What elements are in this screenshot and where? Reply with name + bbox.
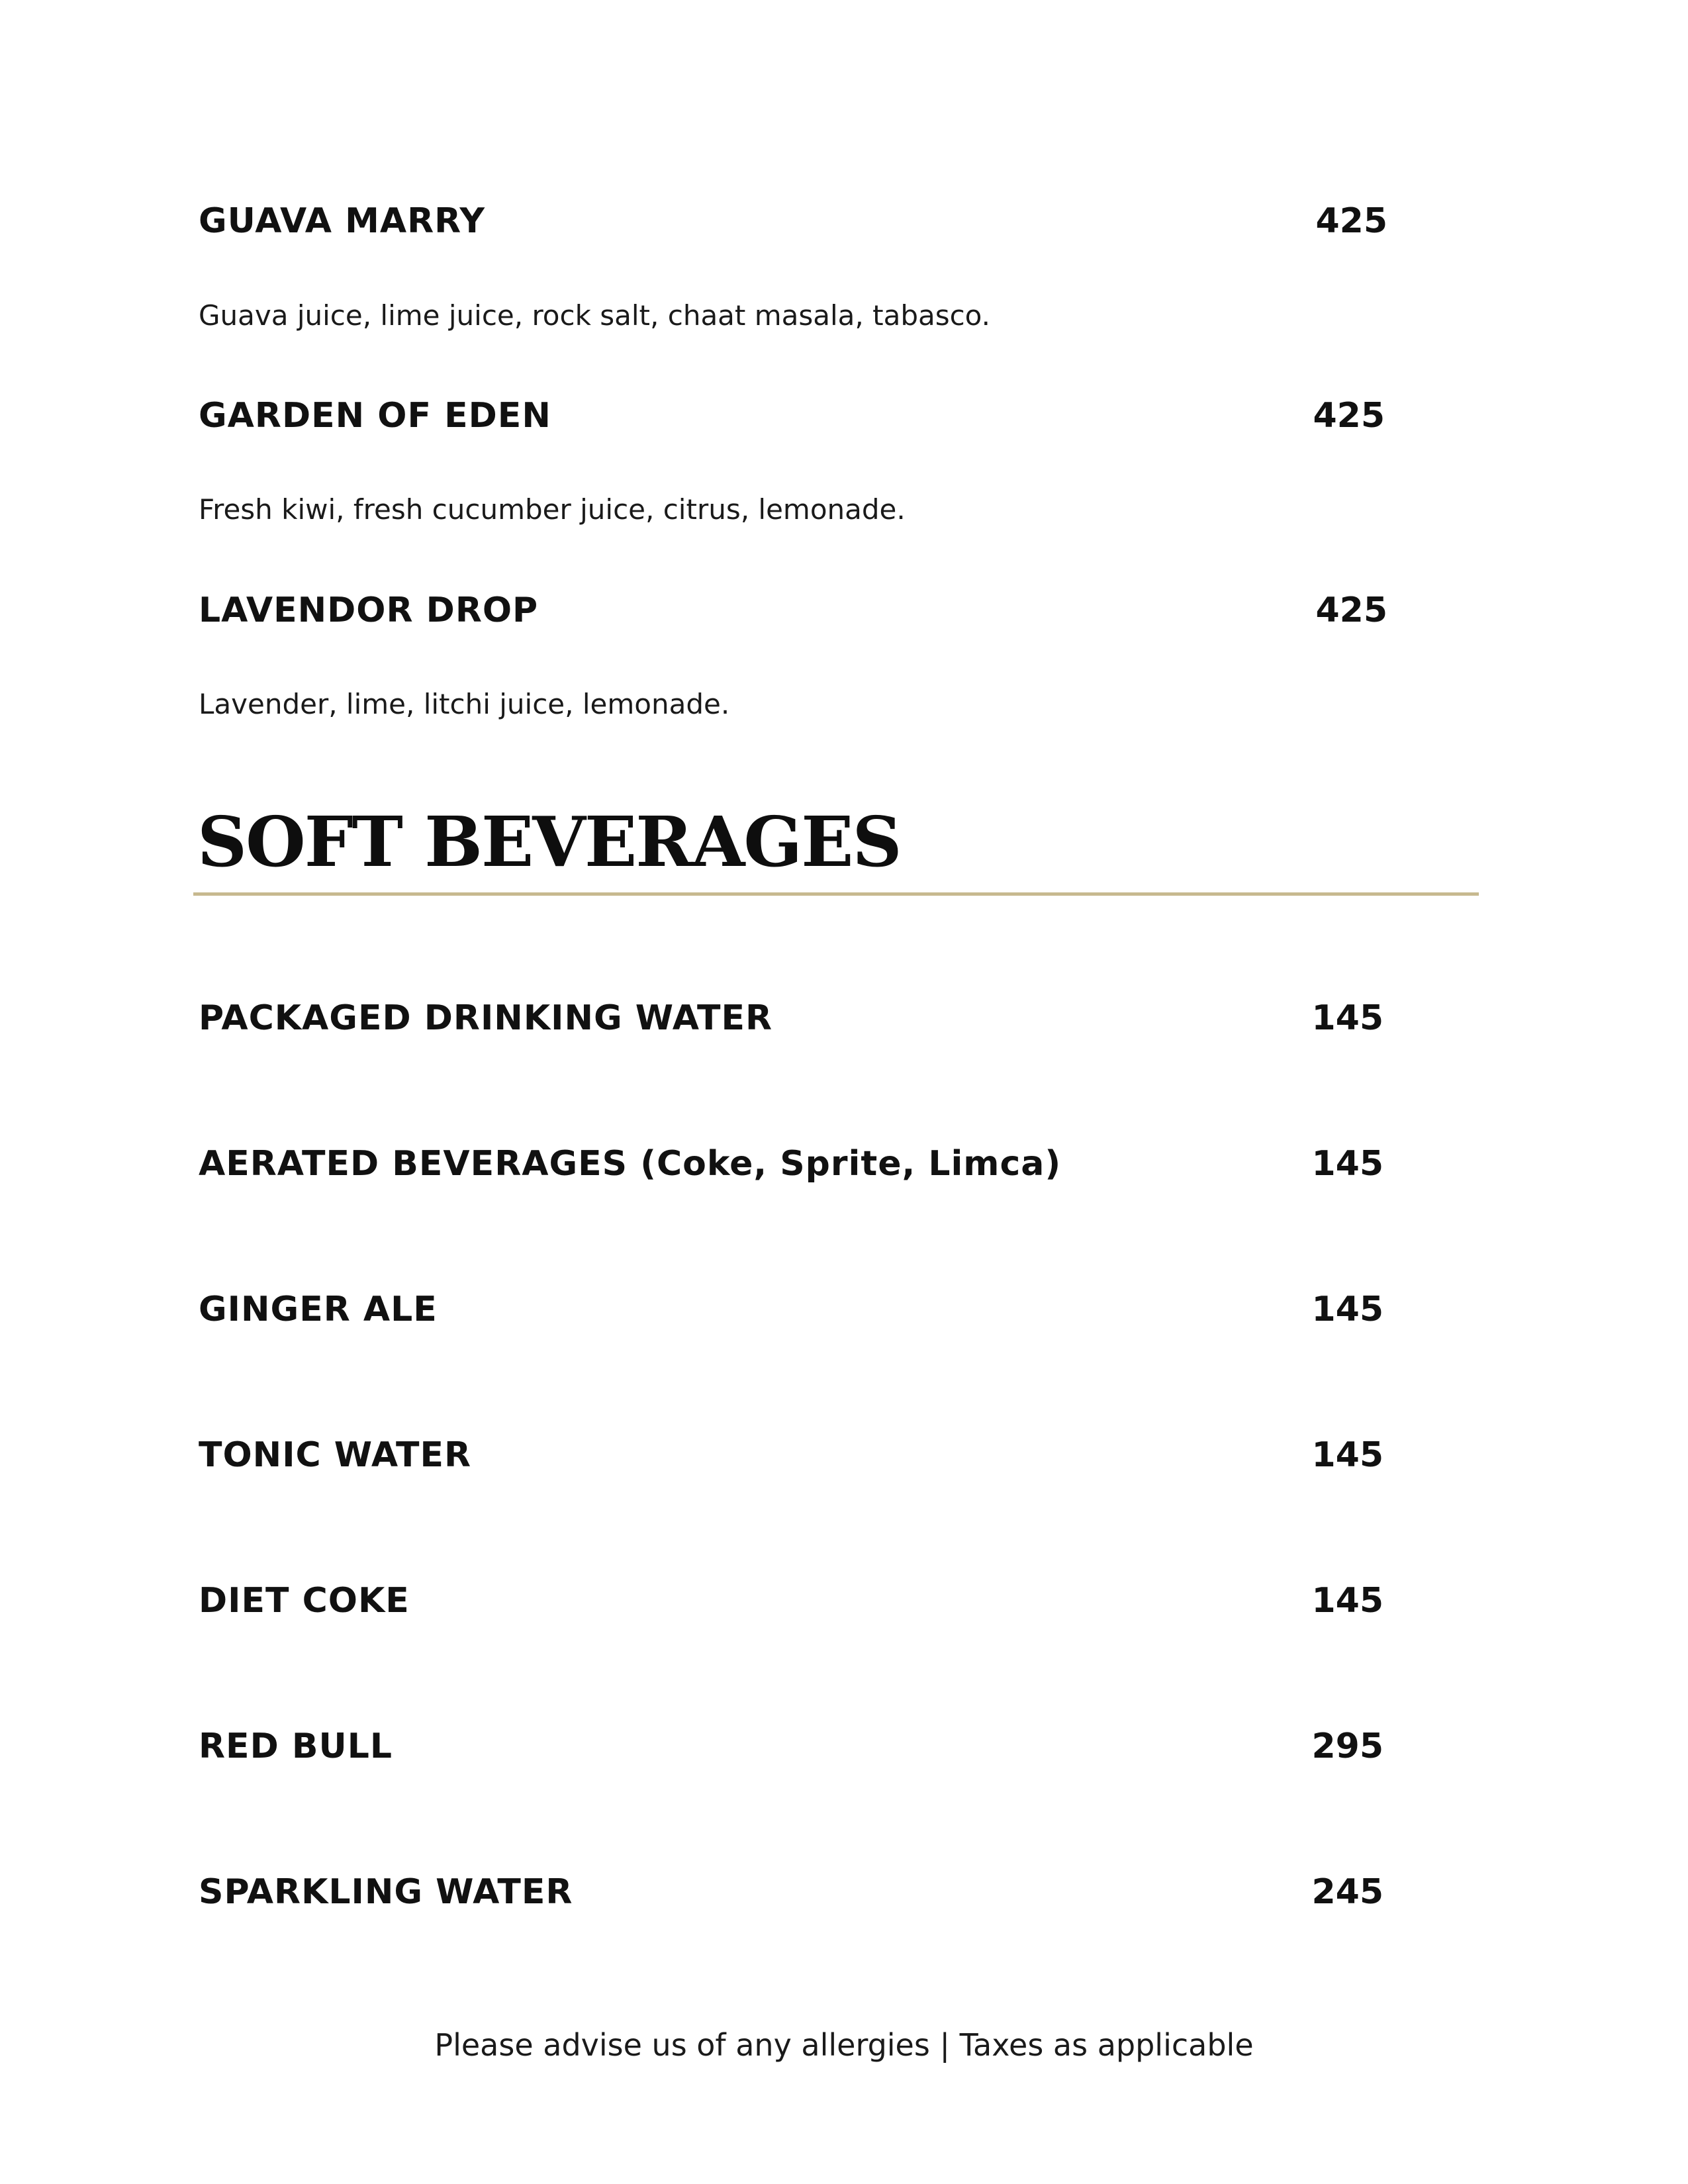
beverage-item-price: 295 <box>1311 1727 1383 1766</box>
menu-item-description: Fresh kiwi, fresh cucumber juice, citrus, lemonade. <box>199 493 906 526</box>
beverage-item-name: DIET COKE <box>199 1581 410 1621</box>
beverage-item-name: RED BULL <box>199 1727 393 1766</box>
beverage-item-name: TONIC WATER <box>199 1435 472 1475</box>
footer-note: Please advise us of any allergies | Taxes as applicable <box>434 2027 1254 2063</box>
menu-item-name: GARDEN OF EDEN <box>199 396 551 436</box>
beverage-item-price: 245 <box>1311 1872 1383 1912</box>
beverage-item-name: SPARKLING WATER <box>199 1872 573 1912</box>
menu-item-description: Lavender, lime, litchi juice, lemonade. <box>199 688 730 720</box>
beverage-item-price: 145 <box>1311 1581 1383 1621</box>
menu-item-name: LAVENDOR DROP <box>199 591 539 630</box>
beverage-item-price: 145 <box>1311 1144 1383 1184</box>
beverage-item-name: PACKAGED DRINKING WATER <box>199 998 773 1038</box>
beverage-item-price: 145 <box>1311 998 1383 1038</box>
menu-item-name: GUAVA MARRY <box>199 201 485 241</box>
beverage-item-price: 145 <box>1311 1435 1383 1475</box>
beverage-item-name: AERATED BEVERAGES (Coke, Sprite, Limca) <box>199 1144 1062 1184</box>
beverage-item-price: 145 <box>1311 1290 1383 1329</box>
beverage-item-name: GINGER ALE <box>199 1290 438 1329</box>
menu-item-description: Guava juice, lime juice, rock salt, chaat masala, tabasco. <box>199 299 990 332</box>
menu-item-price: 425 <box>1315 201 1387 241</box>
menu-item-price: 425 <box>1315 591 1387 630</box>
menu-item-price: 425 <box>1313 396 1385 436</box>
section-title: SOFT BEVERAGES <box>197 801 901 882</box>
section-divider <box>193 892 1479 896</box>
